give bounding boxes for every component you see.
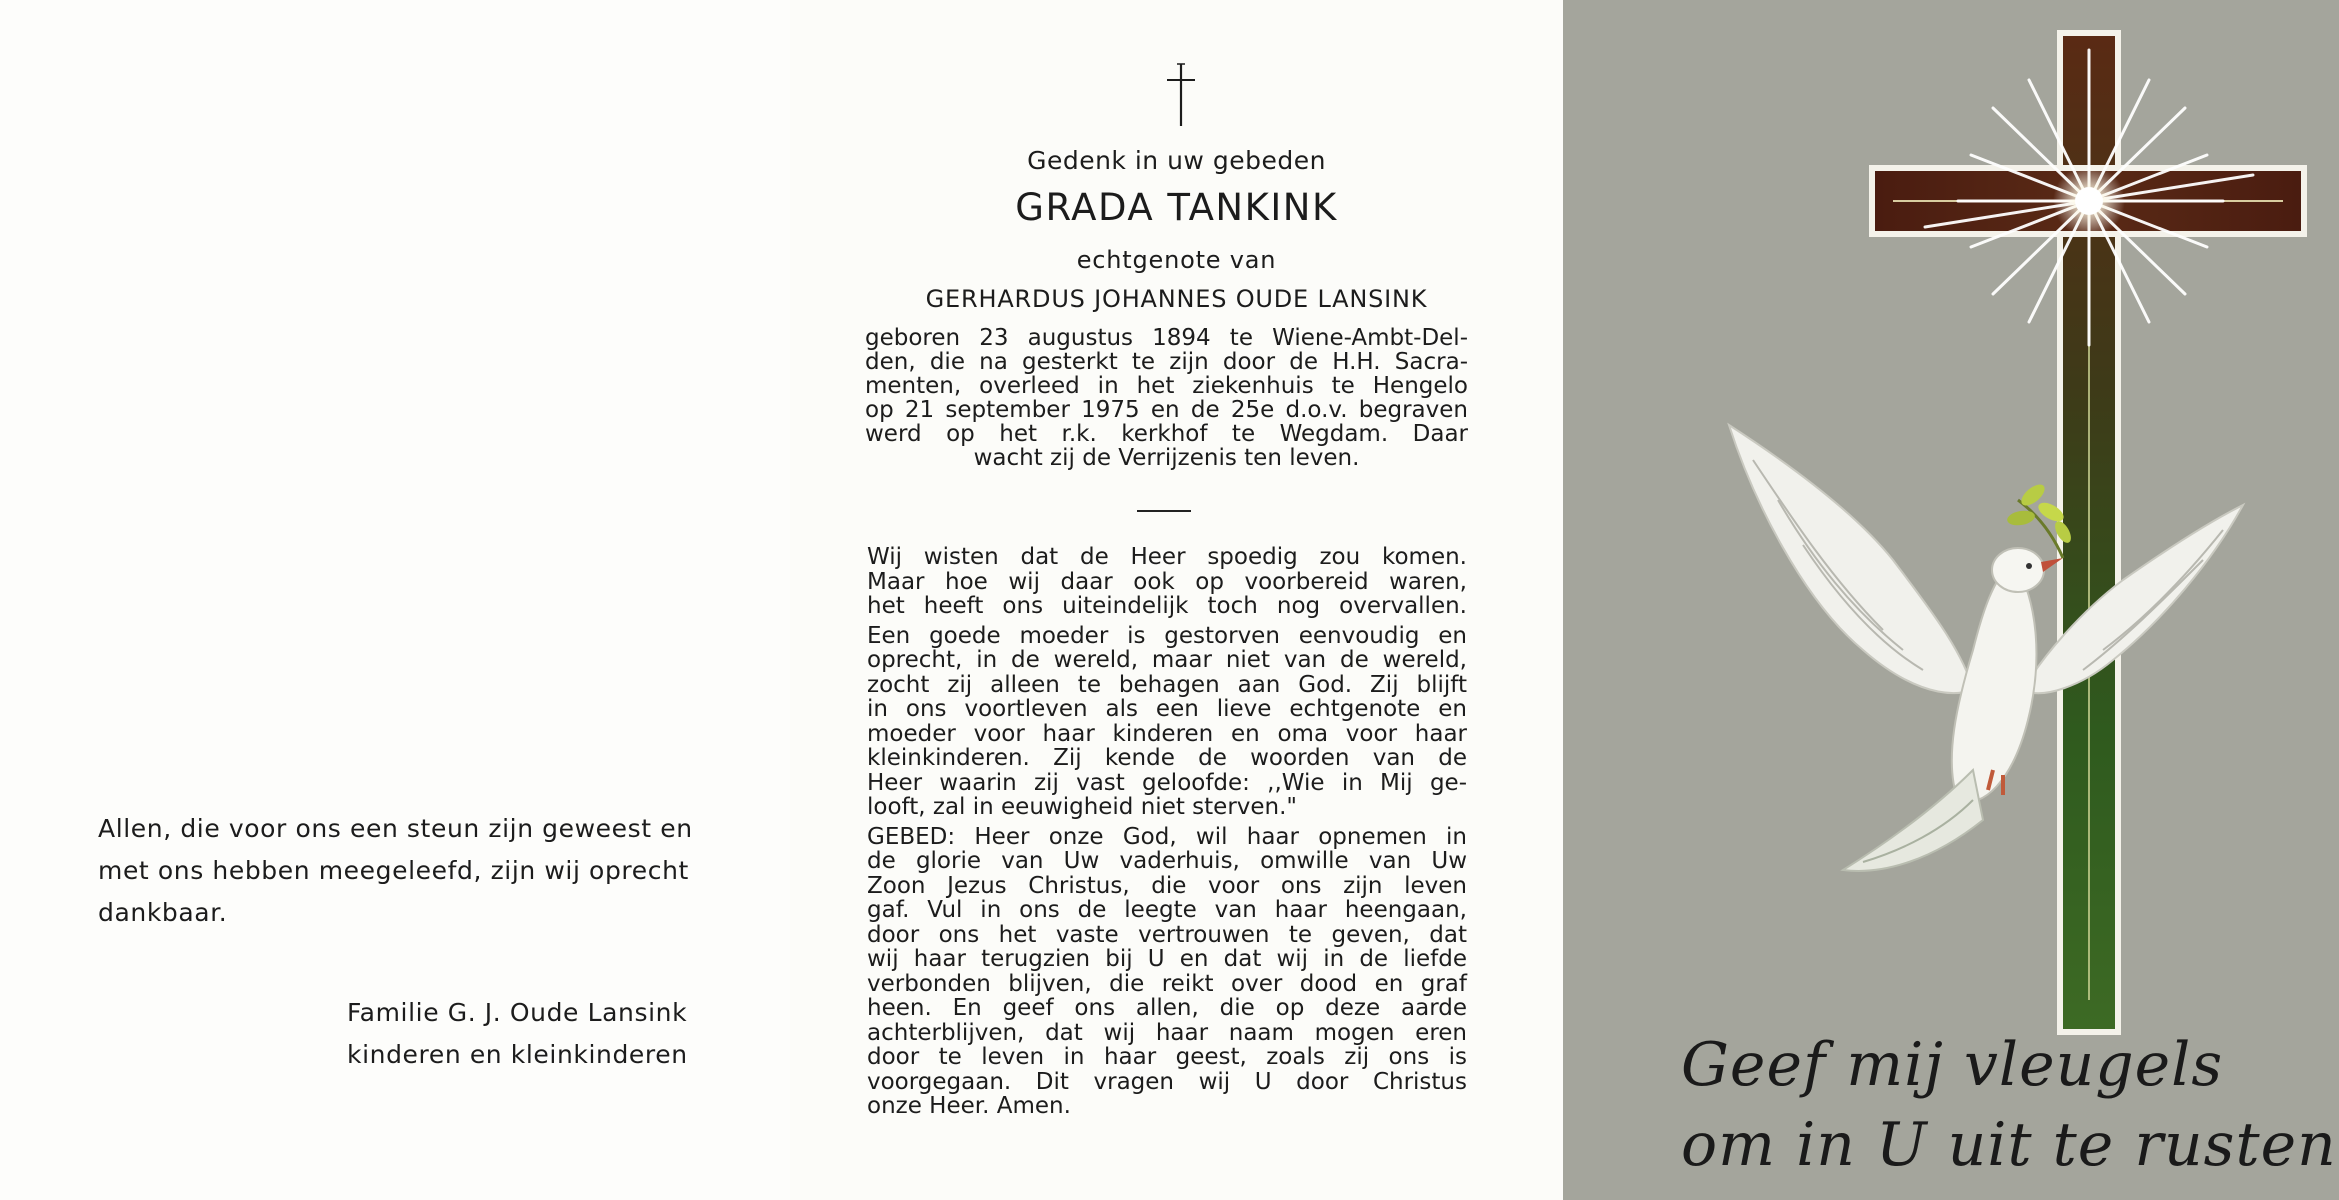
spouse-intro: echtgenote van — [1076, 246, 1277, 274]
text-line: zocht zij alleen te behagen aan God. Zij blijft — [867, 671, 1467, 698]
family-signature — [347, 992, 688, 1076]
family-line-1: Familie G. J. Oude Lansink — [347, 998, 688, 1027]
bio-line: geboren 23 augustus 1894 te Wiene-Ambt-Del- — [865, 325, 1468, 351]
separator-line — [1137, 510, 1191, 512]
dove-icon — [1729, 425, 2243, 871]
remember-heading: Gedenk in uw gebeden — [1027, 146, 1326, 175]
spouse-name: GERHARDUS JOHANNES OUDE LANSINK — [925, 285, 1428, 313]
family-line-2: kinderen en kleinkinderen — [347, 1040, 688, 1069]
text-line: het heeft ons uiteindelijk toch nog overvallen. — [867, 593, 1467, 619]
right-panel — [1563, 0, 2339, 1200]
motto-line-1: Geef mij vleugels — [1681, 1030, 2224, 1100]
prayer-line: onze Heer. Amen. — [867, 1093, 1071, 1119]
text-line: Een goede moeder is gestorven eenvoudig en — [867, 622, 1467, 649]
prayer-line: door te leven in haar geest, zoals zij ons is — [867, 1044, 1467, 1070]
prayer-line: gaf. Vul in ons de leegte van haar heengaan, — [867, 897, 1467, 923]
thanks-text: Allen, die voor ons een steun zijn geweest en met ons hebben meegeleefd, zijn wij oprecht dankbaar. — [98, 814, 693, 927]
deceased-name: GRADA TANKINK — [1015, 186, 1338, 229]
middle-panel — [790, 0, 1563, 1200]
prayer-line: verbonden blijven, die reikt over dood en graf — [867, 970, 1467, 997]
text-line: Wij wisten dat de Heer spoedig zou komen. — [867, 544, 1467, 570]
prayer-line: door ons het vaste vertrouwen te geven, dat — [867, 921, 1467, 948]
text-line: kleinkinderen. Zij kende de woorden van de — [867, 745, 1467, 771]
motto-line-2: om in U uit te rusten — [1681, 1110, 2337, 1180]
prayer-line: de glorie van Uw vaderhuis, omwille van Uw — [867, 848, 1467, 874]
text-line: in ons voortleven als een lieve echtgenote en — [867, 696, 1467, 722]
bio-line: op 21 september 1975 en de 25e d.o.v. begraven — [865, 397, 1468, 423]
bio-line: menten, overleed in het ziekenhuis te Hengelo — [865, 373, 1468, 399]
text-line: moeder voor haar kinderen en oma voor haar — [867, 720, 1467, 747]
biography — [865, 326, 1468, 470]
text-line: Maar hoe wij daar ook op voorbereid waren, — [867, 568, 1467, 595]
bio-line: werd op het r.k. kerkhof te Wegdam. Daar — [865, 421, 1468, 447]
prayer-line: GEBED: Heer onze God, wil haar opnemen in — [867, 823, 1467, 850]
cross-icon — [1161, 62, 1201, 128]
prayer-line: Zoon Jezus Christus, die voor ons zijn leven — [867, 872, 1467, 899]
text-line: Heer waarin zij vast geloofde: ,,Wie in Mij ge- — [867, 769, 1467, 796]
prayer-line: voorgegaan. Dit vragen wij U door Christus — [867, 1068, 1467, 1095]
bio-line: den, die na gesterkt te zijn door de H.H. Sacra- — [865, 349, 1468, 375]
cross-dove-illustration — [1563, 0, 2339, 1200]
text-line: oprecht, in de wereld, maar niet van de wereld, — [867, 647, 1467, 673]
text-line: looft, zal in eeuwigheid niet sterven." — [867, 794, 1298, 820]
left-panel — [0, 0, 790, 1200]
bio-line: wacht zij de Verrijzenis ten leven. — [973, 445, 1360, 471]
prayer-line: wij haar terugzien bij U en dat wij in de liefde — [867, 946, 1467, 972]
prayer-line: achterblijven, dat wij haar naam mogen eren — [867, 1019, 1467, 1046]
memorial-text — [867, 545, 1467, 1119]
prayer-line: heen. En geef ons allen, die op deze aarde — [867, 995, 1467, 1021]
